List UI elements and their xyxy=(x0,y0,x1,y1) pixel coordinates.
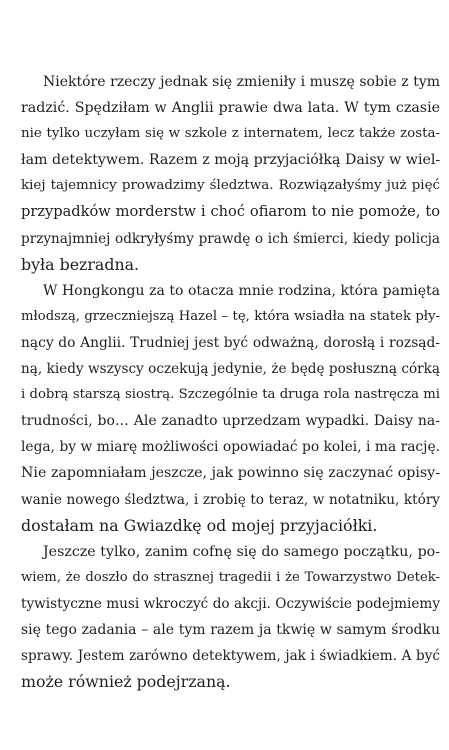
text-line: Niektóre rzeczy jednak się zmieniły i muszę sobie z tym xyxy=(43,74,440,90)
text-line: trudności, bo… Ale zanadto uprzedzam wypadki. Daisy na- xyxy=(21,413,440,430)
text-line: się tego zadania – ale tym razem ja tkwię w samym środku xyxy=(21,621,440,638)
text-line: była bezradna. xyxy=(21,254,140,274)
paragraph-3 xyxy=(21,539,440,696)
paragraph-2 xyxy=(21,278,440,539)
paragraph-1 xyxy=(21,69,440,278)
text-line: radzić. Spędziłam w Anglii prawie dwa lata. W tym czasie xyxy=(21,100,440,117)
text-line: nący do Anglii. Trudniej jest być odważną, dorosłą i rozsąd- xyxy=(21,334,440,351)
text-line: wanie nowego śledztwa, i zrobię to teraz, w notatniku, który xyxy=(21,491,440,508)
text-line: łam detektywem. Razem z moją przyjaciółką Daisy w wiel- xyxy=(21,152,440,169)
text-line: lega, by w miarę możliwości opowiadać po kolei, i ma rację. xyxy=(21,439,440,456)
text-line: kiej tajemnicy prowadzimy śledztwa. Rozwiązałyśmy już pięć xyxy=(21,178,440,194)
text-line: sprawy. Jestem zarówno detektywem, jak i świadkiem. A być xyxy=(21,648,440,665)
body-text xyxy=(21,69,440,695)
text-line: może również podejrzaną. xyxy=(21,672,231,692)
text-line: nie tylko uczyłam się w szkole z internatem, lecz także zosta- xyxy=(21,126,440,142)
text-line: przypadków morderstw i choć ofiarom to nie pomoże, to xyxy=(21,203,440,221)
text-line: Nie zapomniałam jeszcze, jak powinno się zaczynać opisy- xyxy=(21,465,440,482)
text-line: młodszą, grzeczniejszą Hazel – tę, która wsiadła na statek pły- xyxy=(21,308,440,324)
text-line: Jeszcze tylko, zanim cofnę się do samego początku, po- xyxy=(43,543,440,560)
text-line: wiem, że doszło do strasznej tragedii i że Towarzystwo Detek- xyxy=(21,569,440,585)
text-line: ną, kiedy wszyscy oczekują jedynie, że będę posłuszną córką xyxy=(21,361,440,378)
text-line: dostałam na Gwiazdkę od mojej przyjaciółki. xyxy=(21,515,378,535)
text-line: W Hongkongu za to otacza mnie rodzina, która pamięta xyxy=(43,282,440,299)
text-line: i dobrą starszą siostrą. Szczególnie ta druga rola nastręcza mi xyxy=(21,387,440,403)
text-line: przynajmniej odkryłyśmy prawdę o ich śmierci, kiedy policja xyxy=(21,230,440,247)
text-line: tywistyczne musi wkroczyć do akcji. Oczywiście podejmiemy xyxy=(21,595,440,612)
